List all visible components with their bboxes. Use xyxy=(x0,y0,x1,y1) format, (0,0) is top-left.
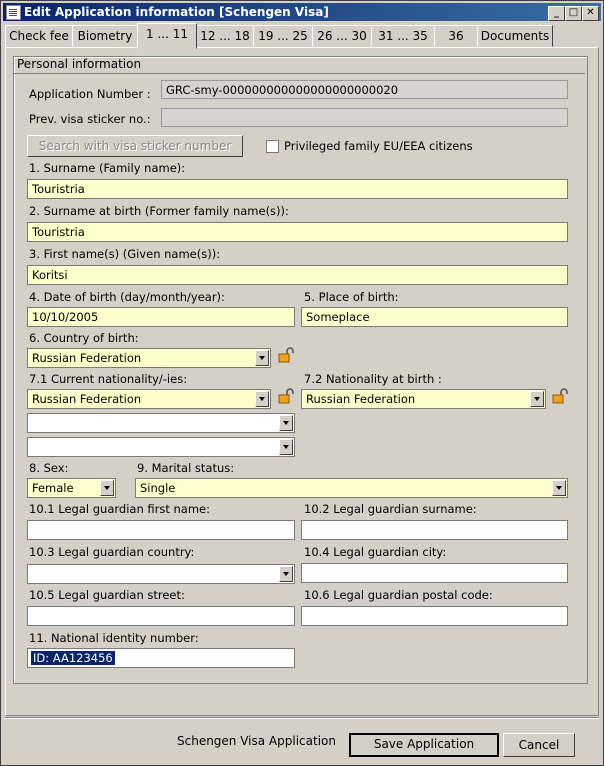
tab-19-25[interactable]: 19 ... 25 xyxy=(253,25,313,47)
surname-birth-label: 2. Surname at birth (Former family name(s)): xyxy=(29,204,289,218)
nationality-birth-value: Russian Federation xyxy=(306,392,416,406)
privileged-label: Privileged family EU/EEA citizens xyxy=(284,139,473,153)
guardian-surname-input[interactable] xyxy=(301,520,568,540)
nationality-label: 7.1 Current nationality/-ies: xyxy=(29,372,188,386)
nationality-birth-select[interactable] xyxy=(301,389,546,409)
nationality-select[interactable] xyxy=(27,389,271,409)
tab-1-11[interactable]: 1 ... 11 xyxy=(137,23,197,49)
unlock-icon[interactable] xyxy=(278,347,294,363)
tab-31-35[interactable]: 31 ... 35 xyxy=(371,25,435,47)
nationality-extra-1-select[interactable] xyxy=(27,413,295,433)
cancel-button[interactable]: Cancel xyxy=(503,733,575,757)
guardian-street-label: 10.5 Legal guardian street: xyxy=(29,588,185,602)
surname-label: 1. Surname (Family name): xyxy=(29,161,186,175)
guardian-city-input[interactable] xyxy=(301,563,568,583)
sex-value: Female xyxy=(32,481,74,495)
application-number-field: GRC-smy-000000000000000000000020 xyxy=(161,80,568,99)
guardian-postal-input[interactable] xyxy=(301,606,568,626)
guardian-surname-label: 10.2 Legal guardian surname: xyxy=(304,502,477,516)
first-name-input[interactable]: Koritsi xyxy=(27,265,568,285)
tab-26-30[interactable]: 26 ... 30 xyxy=(312,25,372,47)
prev-sticker-field xyxy=(161,108,568,127)
title-bar xyxy=(3,3,601,21)
pob-input[interactable]: Someplace xyxy=(301,307,568,327)
window-title: Edit Application information [Schengen Visa] xyxy=(24,5,329,19)
chevron-down-icon[interactable] xyxy=(279,415,293,431)
maximize-button[interactable]: □ xyxy=(565,6,582,21)
chevron-down-icon[interactable] xyxy=(279,439,293,455)
chevron-down-icon[interactable] xyxy=(255,350,269,366)
marital-label: 9. Marital status: xyxy=(137,461,235,475)
application-number-label: Application Number : xyxy=(29,87,151,101)
nationality-birth-label: 7.2 Nationality at birth : xyxy=(304,372,442,386)
pob-label: 5. Place of birth: xyxy=(304,290,399,304)
tab-documents[interactable]: Documents xyxy=(477,25,553,47)
chevron-down-icon[interactable] xyxy=(100,480,114,496)
marital-select[interactable] xyxy=(135,478,568,498)
group-title: Personal information xyxy=(17,57,142,71)
country-birth-value: Russian Federation xyxy=(32,351,142,365)
group-divider xyxy=(14,73,585,74)
nationality-value: Russian Federation xyxy=(32,392,142,406)
tab-12-18[interactable]: 12 ... 18 xyxy=(196,25,254,47)
first-name-label: 3. First name(s) (Given name(s)): xyxy=(29,247,221,261)
nationality-extra-2-select[interactable] xyxy=(27,437,295,457)
tab-biometry[interactable]: Biometry xyxy=(72,25,138,47)
dob-input[interactable]: 10/10/2005 xyxy=(27,307,295,327)
sex-select[interactable] xyxy=(27,478,116,498)
app-form-icon xyxy=(6,5,21,20)
footer-caption: Schengen Visa Application xyxy=(177,734,336,748)
guardian-street-input[interactable] xyxy=(27,606,295,626)
sex-label: 8. Sex: xyxy=(29,461,69,475)
chevron-down-icon[interactable] xyxy=(255,391,269,407)
national-id-value: ID: AA123456 xyxy=(33,651,113,665)
minimize-button[interactable]: _ xyxy=(548,6,565,21)
unlock-icon[interactable] xyxy=(278,388,294,404)
close-button[interactable]: ✕ xyxy=(582,6,599,21)
prev-sticker-label: Prev. visa sticker no.: xyxy=(29,112,151,126)
surname-birth-input[interactable]: Touristria xyxy=(27,222,568,242)
privileged-checkbox[interactable] xyxy=(266,140,279,153)
chevron-down-icon[interactable] xyxy=(552,480,566,496)
guardian-country-label: 10.3 Legal guardian country: xyxy=(29,545,195,559)
chevron-down-icon[interactable] xyxy=(530,391,544,407)
dob-label: 4. Date of birth (day/month/year): xyxy=(29,290,225,304)
national-id-label: 11. National identity number: xyxy=(29,631,199,645)
search-sticker-button[interactable]: Search with visa sticker number xyxy=(27,135,243,157)
guardian-first-label: 10.1 Legal guardian first name: xyxy=(29,502,211,516)
tab-check-fee[interactable]: Check fee xyxy=(5,25,73,47)
guardian-city-label: 10.4 Legal guardian city: xyxy=(304,545,447,559)
national-id-input[interactable] xyxy=(27,648,295,668)
chevron-down-icon[interactable] xyxy=(279,566,293,582)
country-birth-label: 6. Country of birth: xyxy=(29,331,139,345)
surname-input[interactable]: Touristria xyxy=(27,179,568,199)
guardian-postal-label: 10.6 Legal guardian postal code: xyxy=(304,588,493,602)
marital-value: Single xyxy=(140,481,176,495)
guardian-first-input[interactable] xyxy=(27,520,295,540)
country-birth-select[interactable] xyxy=(27,348,271,368)
unlock-icon[interactable] xyxy=(552,388,568,404)
save-application-button[interactable]: Save Application xyxy=(349,733,499,757)
footer-divider xyxy=(5,717,599,718)
guardian-country-select[interactable] xyxy=(27,564,295,584)
tab-36[interactable]: 36 xyxy=(434,25,478,47)
